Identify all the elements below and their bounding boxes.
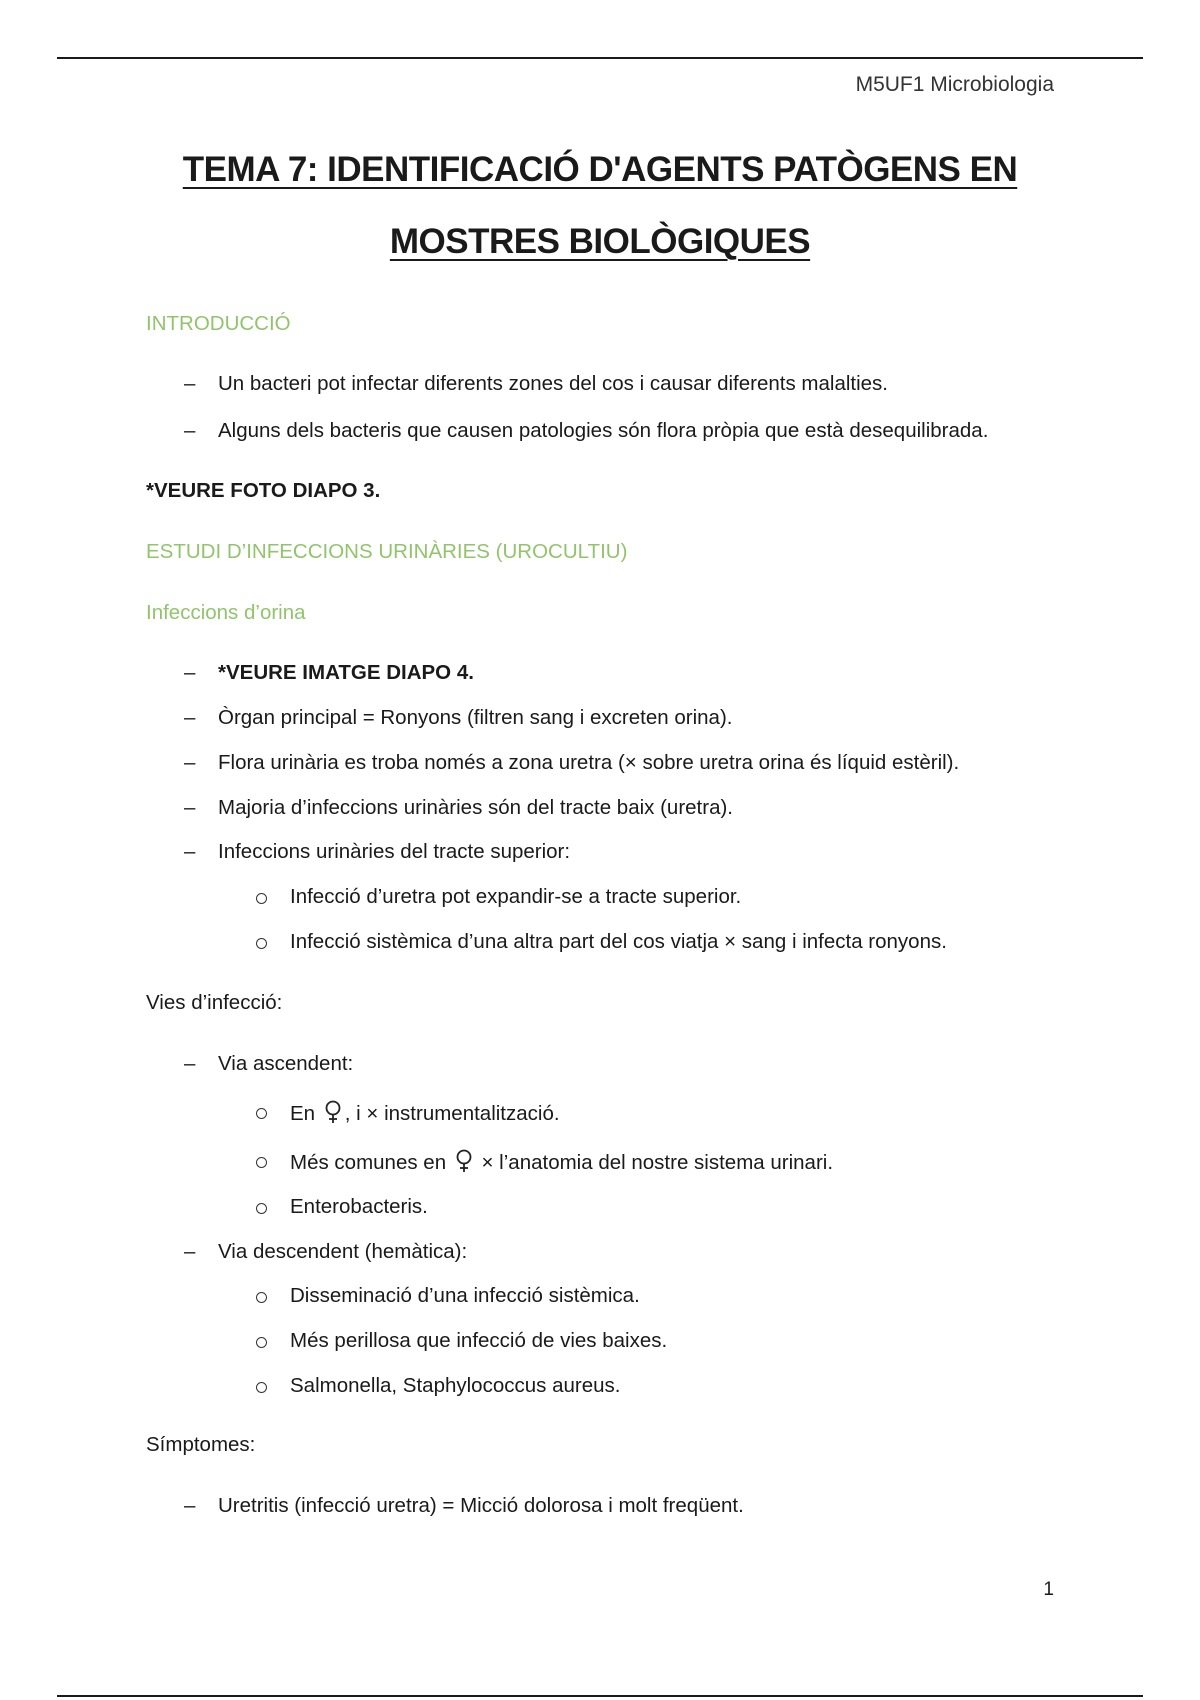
bullet-dash [184, 840, 195, 864]
female-symbol-icon [323, 1100, 343, 1124]
list-item: *VEURE IMATGE DIAPO 4. [218, 661, 474, 684]
sub-list-item: Infecció sistèmica d’una altra part del cos viatja × sang i infecta ronyons. [290, 930, 947, 953]
sub-list-item: Infecció d’uretra pot expandir-se a tracte superior. [290, 885, 742, 908]
bullet-dash [184, 796, 195, 820]
page-title-line-2: MOSTRES BIOLÒGIQUES [389, 222, 811, 261]
list-item: Alguns dels bacteris que causen patologies són flora pròpia que està desequilibrada. [218, 419, 989, 442]
bullet-circle [256, 893, 267, 904]
bullet-circle [256, 1337, 267, 1348]
bullet-dash [184, 706, 195, 730]
section-heading-intro: INTRODUCCIÓ [146, 312, 291, 335]
footer-rule [57, 1695, 1143, 1697]
bullet-dash [184, 1052, 195, 1076]
female-symbol-icon [454, 1149, 474, 1173]
sub-list-item: En , i × instrumentalització. [290, 1102, 560, 1125]
list-item: Flora urinària es troba només a zona uretra (× sobre uretra orina és líquid estèril). [218, 751, 960, 774]
bullet-circle [256, 1382, 267, 1393]
section-heading-urinary: ESTUDI D’INFECCIONS URINÀRIES (UROCULTIU) [146, 540, 628, 563]
list-item: Un bacteri pot infectar diferents zones del cos i causar diferents malalties. [218, 372, 888, 395]
symptoms-label: Símptomes: [146, 1433, 256, 1456]
bullet-dash [184, 419, 195, 443]
sub-list-item: Salmonella, Staphylococcus aureus. [290, 1374, 621, 1397]
page-number: 1 [1043, 1579, 1054, 1600]
bullet-circle [256, 938, 267, 949]
page-title-line-1: TEMA 7: IDENTIFICACIÓ D'AGENTS PATÒGENS EN [182, 150, 1018, 189]
list-item: Infeccions urinàries del tracte superior: [218, 840, 571, 863]
header-course: M5UF1 Microbiologia [855, 73, 1054, 96]
bullet-circle [256, 1203, 267, 1214]
note-photo: *VEURE FOTO DIAPO 3. [146, 479, 381, 502]
list-item: Via ascendent: [218, 1052, 354, 1075]
subheading-urine-infections: Infeccions d’orina [146, 601, 306, 624]
bullet-circle [256, 1108, 267, 1119]
sub-list-item: Disseminació d’una infecció sistèmica. [290, 1284, 640, 1307]
routes-label: Vies d’infecció: [146, 991, 283, 1014]
bullet-dash [184, 751, 195, 775]
list-item: Majoria d’infeccions urinàries són del tracte baix (uretra). [218, 796, 734, 819]
bullet-circle [256, 1157, 267, 1168]
bullet-dash [184, 1240, 195, 1264]
bullet-dash [184, 661, 195, 685]
list-item: Uretritis (infecció uretra) = Micció dolorosa i molt freqüent. [218, 1494, 744, 1517]
sub-list-item: Més perillosa que infecció de vies baixes. [290, 1329, 668, 1352]
sub-list-item: Més comunes en × l’anatomia del nostre sistema urinari. [290, 1151, 834, 1174]
list-item: Via descendent (hemàtica): [218, 1240, 468, 1263]
bullet-circle [256, 1292, 267, 1303]
bullet-dash [184, 372, 195, 396]
bullet-dash [184, 1494, 195, 1518]
sub-list-item: Enterobacteris. [290, 1195, 428, 1218]
list-item: Òrgan principal = Ronyons (filtren sang i excreten orina). [218, 706, 733, 729]
header-rule [57, 57, 1143, 59]
